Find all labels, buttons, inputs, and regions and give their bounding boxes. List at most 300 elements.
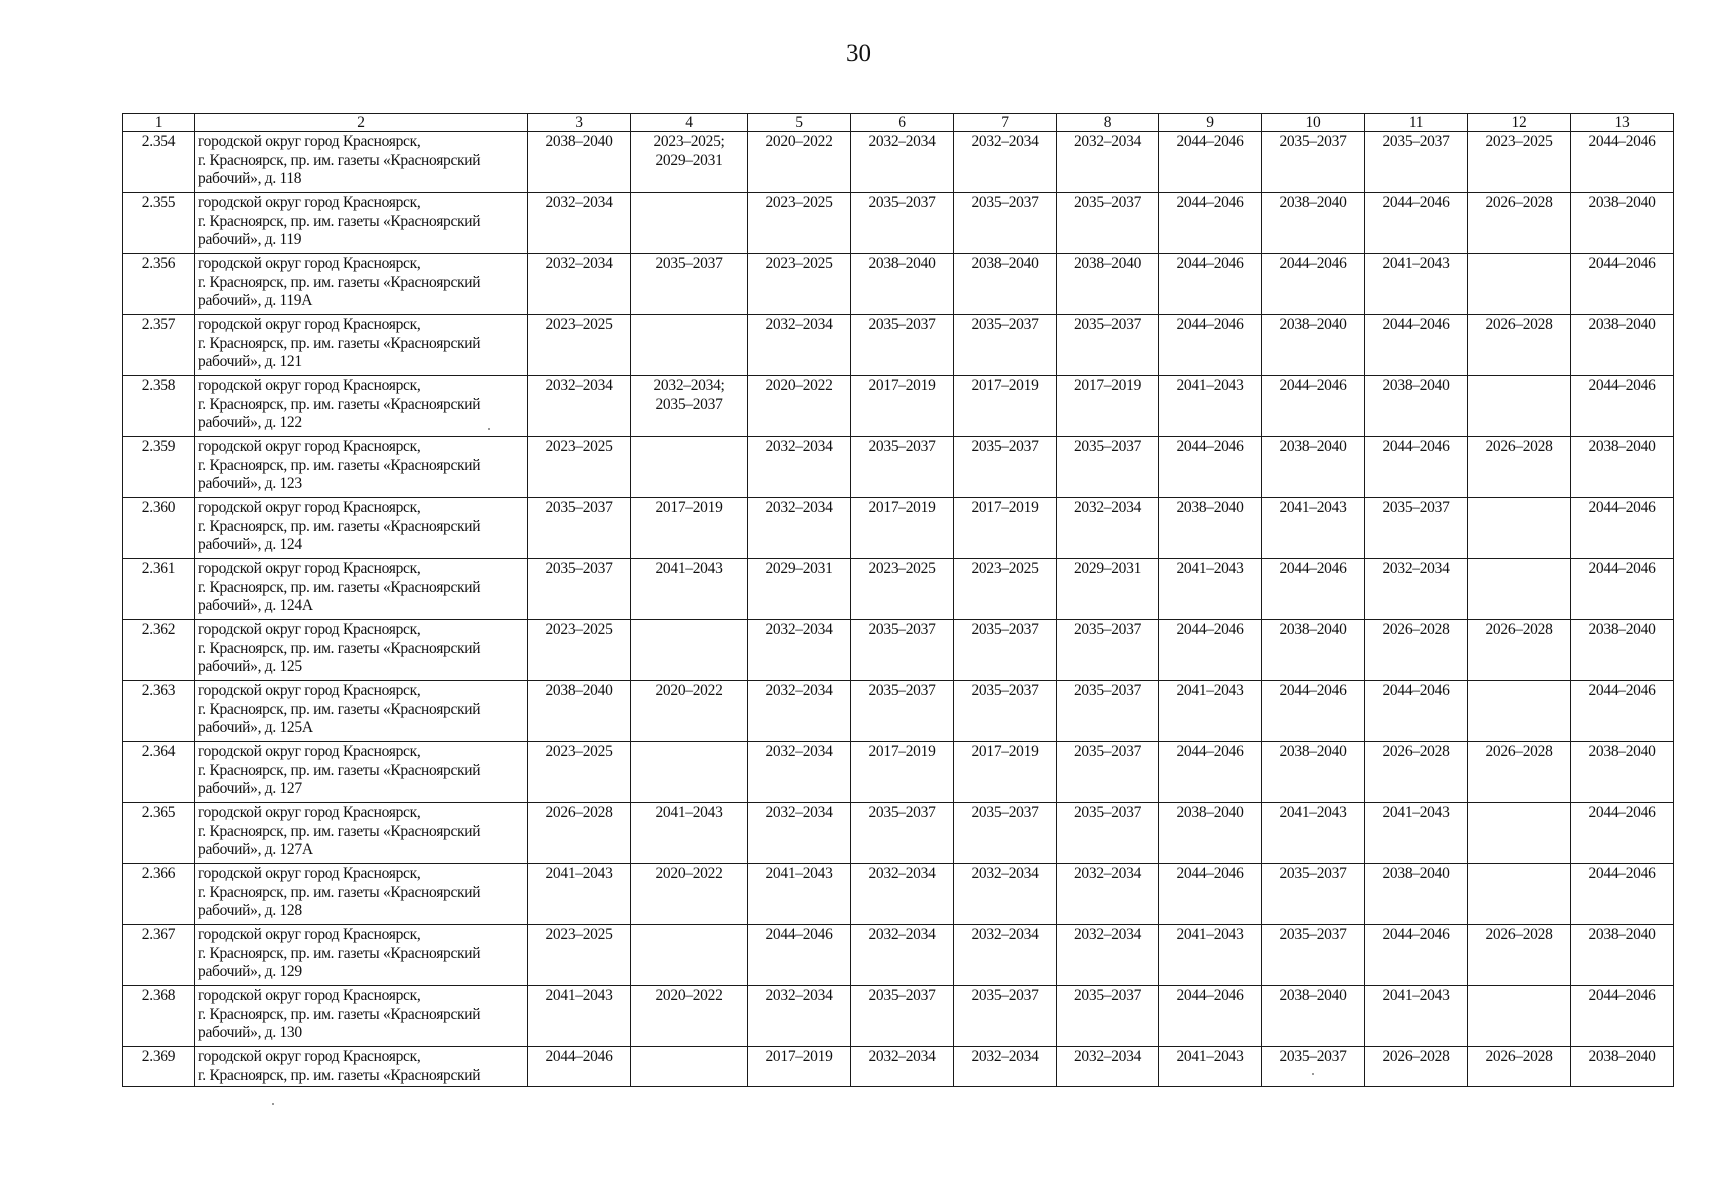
period-cell: 2044–2046 — [1571, 864, 1674, 925]
address-line-1: городской округ город Красноярск, — [198, 316, 421, 333]
row-number: 2.356 — [123, 254, 195, 315]
column-header: 13 — [1571, 114, 1674, 132]
period-cell: 2038–2040 — [1262, 193, 1365, 254]
period-cell: 2035–2037 — [954, 437, 1057, 498]
period-cell: 2041–2043 — [1365, 254, 1468, 315]
address-line-2: г. Красноярск, пр. им. газеты «Красноярский — [198, 944, 481, 962]
period-cell: 2041–2043 — [1365, 986, 1468, 1047]
period-cell: 2026–2028 — [1468, 437, 1571, 498]
period-cell: 2032–2034 — [851, 1047, 954, 1087]
period-cell: 2026–2028 — [1365, 620, 1468, 681]
period-cell: 2038–2040 — [1262, 742, 1365, 803]
period-cell: 2038–2040 — [1571, 315, 1674, 376]
address-line-3: рабочий», д. 130 — [198, 1024, 302, 1041]
period-cell — [631, 681, 748, 742]
address-line-2: г. Красноярск, пр. им. газеты «Красноярский — [198, 883, 481, 901]
address-line-2: г. Красноярск, пр. им. газеты «Красноярский — [198, 395, 481, 413]
address-cell — [195, 132, 528, 193]
address-cell — [195, 681, 528, 742]
period-cell: 2035–2037 — [1057, 803, 1159, 864]
address-line-1: городской округ город Красноярск, — [198, 804, 421, 821]
period-cell: 2035–2037 — [1262, 132, 1365, 193]
period-cell: 2041–2043 — [1262, 803, 1365, 864]
period-cell — [631, 803, 748, 864]
period-line-1: 2023–2025; — [653, 133, 725, 150]
column-header: 2 — [195, 114, 528, 132]
period-cell: 2032–2034 — [748, 315, 851, 376]
row-number: 2.362 — [123, 620, 195, 681]
address-cell — [195, 803, 528, 864]
address-line-1: городской округ город Красноярск, — [198, 377, 421, 394]
period-line-1: 2032–2034; — [653, 377, 725, 394]
period-cell: 2023–2025 — [748, 254, 851, 315]
period-cell — [631, 376, 748, 437]
table-row — [123, 1047, 1674, 1087]
address-line-2: г. Красноярск, пр. им. газеты «Красноярский — [198, 700, 481, 718]
period-cell: 2017–2019 — [954, 498, 1057, 559]
address-cell — [195, 498, 528, 559]
period-cell: 2041–2043 — [1262, 498, 1365, 559]
address-cell — [195, 376, 528, 437]
period-cell: 2035–2037 — [851, 437, 954, 498]
period-cell: 2038–2040 — [954, 254, 1057, 315]
period-cell: 2035–2037 — [1057, 620, 1159, 681]
period-cell: 2044–2046 — [1571, 986, 1674, 1047]
period-cell: 2041–2043 — [1365, 803, 1468, 864]
period-cell: 2032–2034 — [748, 742, 851, 803]
address-line-3: рабочий», д. 122 — [198, 414, 302, 431]
period-line-1: 2041–2043 — [655, 560, 723, 577]
period-cell: 2035–2037 — [1057, 986, 1159, 1047]
period-cell: 2038–2040 — [1571, 742, 1674, 803]
period-line-1: 2020–2022 — [655, 987, 723, 1004]
address-cell — [195, 254, 528, 315]
period-cell — [1468, 864, 1571, 925]
period-cell: 2026–2028 — [1468, 1047, 1571, 1087]
period-cell: 2038–2040 — [1571, 620, 1674, 681]
period-cell: 2035–2037 — [954, 986, 1057, 1047]
column-header: 7 — [954, 114, 1057, 132]
period-cell: 2038–2040 — [1262, 620, 1365, 681]
period-cell: 2041–2043 — [1159, 925, 1262, 986]
address-line-1: городской округ город Красноярск, — [198, 255, 421, 272]
period-cell: 2044–2046 — [1571, 681, 1674, 742]
period-cell: 2032–2034 — [1365, 559, 1468, 620]
period-cell: 2032–2034 — [748, 437, 851, 498]
address-cell — [195, 315, 528, 376]
period-line-1: 2035–2037 — [655, 255, 723, 272]
address-line-1: городской округ город Красноярск, — [198, 133, 421, 150]
period-cell: 2032–2034 — [954, 925, 1057, 986]
table-row — [123, 742, 1674, 803]
period-cell: 2044–2046 — [1262, 681, 1365, 742]
period-cell: 2041–2043 — [1159, 1047, 1262, 1087]
address-line-2: г. Красноярск, пр. им. газеты «Красноярский — [198, 761, 481, 779]
address-cell — [195, 1047, 528, 1087]
period-cell: 2017–2019 — [954, 742, 1057, 803]
period-cell: 2023–2025 — [528, 925, 631, 986]
period-cell: 2032–2034 — [748, 986, 851, 1047]
period-cell — [1468, 559, 1571, 620]
period-cell: 2032–2034 — [851, 925, 954, 986]
period-cell: 2035–2037 — [1262, 1047, 1365, 1087]
row-number: 2.368 — [123, 986, 195, 1047]
period-cell: 2044–2046 — [1365, 925, 1468, 986]
period-cell: 2017–2019 — [851, 742, 954, 803]
period-cell: 2044–2046 — [1365, 193, 1468, 254]
period-cell: 2023–2025 — [954, 559, 1057, 620]
period-cell: 2038–2040 — [1057, 254, 1159, 315]
period-cell: 2044–2046 — [1571, 498, 1674, 559]
address-line-2: г. Красноярск, пр. им. газеты «Красноярский — [198, 334, 481, 352]
period-cell: 2035–2037 — [528, 559, 631, 620]
period-cell: 2044–2046 — [1571, 254, 1674, 315]
row-number: 2.361 — [123, 559, 195, 620]
row-number: 2.354 — [123, 132, 195, 193]
period-cell — [631, 132, 748, 193]
address-line-2: г. Красноярск, пр. им. газеты «Красноярский — [198, 639, 481, 657]
period-cell: 2044–2046 — [1571, 376, 1674, 437]
address-line-1: городской округ город Красноярск, — [198, 560, 421, 577]
period-cell: 2035–2037 — [1057, 681, 1159, 742]
schedule-table — [122, 113, 1674, 1087]
period-line-1: 2041–2043 — [655, 804, 723, 821]
period-cell: 2035–2037 — [1057, 193, 1159, 254]
column-header: 4 — [631, 114, 748, 132]
period-cell: 2032–2034 — [748, 803, 851, 864]
row-number: 2.369 — [123, 1047, 195, 1087]
address-line-2: г. Красноярск, пр. им. газеты «Красноярский — [198, 1066, 481, 1084]
period-cell — [631, 437, 748, 498]
period-cell: 2044–2046 — [1159, 315, 1262, 376]
period-cell: 2044–2046 — [1365, 437, 1468, 498]
period-cell — [1468, 376, 1571, 437]
column-header: 12 — [1468, 114, 1571, 132]
column-header: 3 — [528, 114, 631, 132]
period-cell: 2044–2046 — [1365, 681, 1468, 742]
period-cell — [631, 925, 748, 986]
period-cell: 2035–2037 — [1262, 925, 1365, 986]
address-line-2: г. Красноярск, пр. им. газеты «Красноярский — [198, 822, 481, 840]
period-cell: 2029–2031 — [1057, 559, 1159, 620]
row-number: 2.367 — [123, 925, 195, 986]
period-cell: 2032–2034 — [748, 681, 851, 742]
period-cell: 2038–2040 — [1262, 315, 1365, 376]
row-number: 2.358 — [123, 376, 195, 437]
period-cell: 2038–2040 — [1571, 193, 1674, 254]
period-cell: 2035–2037 — [851, 681, 954, 742]
period-cell: 2038–2040 — [1159, 498, 1262, 559]
period-cell: 2032–2034 — [528, 376, 631, 437]
period-cell: 2035–2037 — [954, 681, 1057, 742]
row-number: 2.359 — [123, 437, 195, 498]
table-row — [123, 437, 1674, 498]
period-cell: 2035–2037 — [851, 620, 954, 681]
period-cell: 2038–2040 — [851, 254, 954, 315]
table-row — [123, 193, 1674, 254]
period-cell: 2044–2046 — [1159, 986, 1262, 1047]
period-cell: 2032–2034 — [851, 132, 954, 193]
period-cell: 2035–2037 — [954, 620, 1057, 681]
address-line-2: г. Красноярск, пр. им. газеты «Красноярский — [198, 456, 481, 474]
period-cell: 2044–2046 — [1571, 559, 1674, 620]
address-line-3: рабочий», д. 125 — [198, 658, 302, 675]
period-cell: 2038–2040 — [528, 132, 631, 193]
period-cell: 2044–2046 — [1262, 254, 1365, 315]
period-cell: 2038–2040 — [528, 681, 631, 742]
page-number: 30 — [846, 40, 871, 67]
period-cell — [631, 498, 748, 559]
period-cell — [1468, 254, 1571, 315]
address-cell — [195, 559, 528, 620]
period-line-1: 2017–2019 — [655, 499, 723, 516]
table-row — [123, 315, 1674, 376]
period-cell: 2023–2025 — [528, 620, 631, 681]
row-number: 2.366 — [123, 864, 195, 925]
column-header: 9 — [1159, 114, 1262, 132]
address-cell — [195, 437, 528, 498]
period-line-1: 2020–2022 — [655, 682, 723, 699]
period-cell — [1468, 498, 1571, 559]
period-cell: 2035–2037 — [954, 193, 1057, 254]
address-line-1: городской округ город Красноярск, — [198, 987, 421, 1004]
period-cell: 2044–2046 — [1262, 559, 1365, 620]
address-line-3: рабочий», д. 119 — [198, 231, 302, 248]
header-row — [123, 114, 1674, 132]
period-cell: 2044–2046 — [1159, 254, 1262, 315]
address-line-1: городской округ город Красноярск, — [198, 194, 421, 211]
address-line-3: рабочий», д. 119А — [198, 292, 313, 309]
period-cell: 2032–2034 — [748, 498, 851, 559]
address-cell — [195, 986, 528, 1047]
period-cell: 2035–2037 — [851, 803, 954, 864]
address-line-1: городской округ город Красноярск, — [198, 682, 421, 699]
period-cell: 2032–2034 — [1057, 925, 1159, 986]
period-cell: 2035–2037 — [851, 986, 954, 1047]
address-line-3: рабочий», д. 124А — [198, 597, 313, 614]
period-cell — [631, 864, 748, 925]
address-line-1: городской округ город Красноярск, — [198, 743, 421, 760]
address-line-3: рабочий», д. 127А — [198, 841, 313, 858]
period-cell: 2038–2040 — [1365, 864, 1468, 925]
table-row — [123, 864, 1674, 925]
period-cell: 2026–2028 — [1365, 1047, 1468, 1087]
period-cell: 2041–2043 — [748, 864, 851, 925]
address-line-1: городской округ город Красноярск, — [198, 499, 421, 516]
address-line-3: рабочий», д. 125А — [198, 719, 313, 736]
period-cell: 2026–2028 — [1468, 742, 1571, 803]
table-body — [123, 132, 1674, 1087]
row-number: 2.364 — [123, 742, 195, 803]
row-number: 2.365 — [123, 803, 195, 864]
period-cell: 2026–2028 — [1468, 620, 1571, 681]
row-number: 2.357 — [123, 315, 195, 376]
period-cell: 2044–2046 — [528, 1047, 631, 1087]
period-cell — [631, 193, 748, 254]
period-cell: 2038–2040 — [1262, 986, 1365, 1047]
period-cell: 2044–2046 — [1159, 193, 1262, 254]
period-cell: 2032–2034 — [851, 864, 954, 925]
period-cell: 2038–2040 — [1571, 437, 1674, 498]
period-cell: 2032–2034 — [528, 254, 631, 315]
address-cell — [195, 620, 528, 681]
table-row — [123, 986, 1674, 1047]
period-cell: 2032–2034 — [954, 1047, 1057, 1087]
period-cell: 2041–2043 — [528, 864, 631, 925]
address-cell — [195, 193, 528, 254]
period-cell: 2035–2037 — [1365, 132, 1468, 193]
period-cell: 2032–2034 — [954, 864, 1057, 925]
period-cell: 2038–2040 — [1159, 803, 1262, 864]
period-cell: 2026–2028 — [528, 803, 631, 864]
period-cell — [631, 254, 748, 315]
period-cell: 2023–2025 — [528, 437, 631, 498]
address-line-2: г. Красноярск, пр. им. газеты «Красноярский — [198, 1005, 481, 1023]
period-cell: 2035–2037 — [851, 193, 954, 254]
period-cell: 2017–2019 — [748, 1047, 851, 1087]
scan-speck — [272, 1103, 274, 1105]
period-cell: 2020–2022 — [748, 376, 851, 437]
period-cell: 2032–2034 — [1057, 864, 1159, 925]
row-number: 2.355 — [123, 193, 195, 254]
address-line-2: г. Красноярск, пр. им. газеты «Красноярский — [198, 578, 481, 596]
address-line-3: рабочий», д. 123 — [198, 475, 302, 492]
table-row — [123, 376, 1674, 437]
address-cell — [195, 864, 528, 925]
period-cell — [1468, 803, 1571, 864]
period-cell — [631, 986, 748, 1047]
period-cell: 2032–2034 — [1057, 498, 1159, 559]
period-cell: 2035–2037 — [954, 315, 1057, 376]
address-line-2: г. Красноярск, пр. им. газеты «Красноярский — [198, 273, 481, 291]
period-line-2: 2029–2031 — [655, 151, 723, 169]
period-cell: 2044–2046 — [1159, 864, 1262, 925]
row-number: 2.360 — [123, 498, 195, 559]
period-cell: 2044–2046 — [1571, 132, 1674, 193]
table-row — [123, 925, 1674, 986]
column-header: 5 — [748, 114, 851, 132]
period-line-1: 2020–2022 — [655, 865, 723, 882]
address-line-1: городской округ город Красноярск, — [198, 865, 421, 882]
period-cell — [631, 559, 748, 620]
table-row — [123, 559, 1674, 620]
period-cell — [1468, 681, 1571, 742]
address-line-2: г. Красноярск, пр. им. газеты «Красноярский — [198, 212, 481, 230]
period-cell: 2044–2046 — [1571, 803, 1674, 864]
column-header: 10 — [1262, 114, 1365, 132]
address-line-3: рабочий», д. 128 — [198, 902, 302, 919]
period-cell: 2035–2037 — [1262, 864, 1365, 925]
table-row — [123, 803, 1674, 864]
scan-speck — [488, 428, 490, 430]
period-cell — [1468, 986, 1571, 1047]
address-cell — [195, 742, 528, 803]
row-number: 2.363 — [123, 681, 195, 742]
period-cell: 2023–2025 — [1468, 132, 1571, 193]
period-cell: 2038–2040 — [1571, 925, 1674, 986]
period-cell — [631, 620, 748, 681]
period-cell — [631, 742, 748, 803]
address-line-2: г. Красноярск, пр. им. газеты «Красноярский — [198, 151, 481, 169]
table-row — [123, 681, 1674, 742]
address-line-1: городской округ город Красноярск, — [198, 621, 421, 638]
period-cell — [631, 315, 748, 376]
address-line-3: рабочий», д. 121 — [198, 353, 302, 370]
period-cell: 2044–2046 — [1159, 742, 1262, 803]
period-cell: 2044–2046 — [1262, 376, 1365, 437]
period-cell: 2017–2019 — [851, 498, 954, 559]
period-cell: 2035–2037 — [1365, 498, 1468, 559]
period-cell: 2041–2043 — [1159, 559, 1262, 620]
period-cell: 2044–2046 — [1159, 437, 1262, 498]
address-line-3: рабочий», д. 127 — [198, 780, 302, 797]
period-cell: 2035–2037 — [1057, 742, 1159, 803]
period-cell — [631, 1047, 748, 1087]
address-line-1: городской округ город Красноярск, — [198, 438, 421, 455]
period-cell: 2032–2034 — [528, 193, 631, 254]
address-line-1: городской округ город Красноярск, — [198, 1048, 421, 1065]
period-cell: 2017–2019 — [851, 376, 954, 437]
period-cell: 2035–2037 — [851, 315, 954, 376]
address-line-2: г. Красноярск, пр. им. газеты «Красноярский — [198, 517, 481, 535]
address-line-1: городской округ город Красноярск, — [198, 926, 421, 943]
period-cell: 2035–2037 — [1057, 315, 1159, 376]
period-cell: 2020–2022 — [748, 132, 851, 193]
address-line-3: рабочий», д. 129 — [198, 963, 302, 980]
scan-speck — [1312, 1073, 1314, 1075]
column-header: 11 — [1365, 114, 1468, 132]
period-cell: 2032–2034 — [1057, 132, 1159, 193]
period-cell: 2029–2031 — [748, 559, 851, 620]
period-cell: 2026–2028 — [1468, 925, 1571, 986]
table-row — [123, 620, 1674, 681]
period-cell: 2035–2037 — [528, 498, 631, 559]
period-cell: 2044–2046 — [1159, 620, 1262, 681]
column-header: 8 — [1057, 114, 1159, 132]
period-cell: 2041–2043 — [528, 986, 631, 1047]
period-cell: 2026–2028 — [1468, 193, 1571, 254]
column-header: 1 — [123, 114, 195, 132]
period-cell: 2038–2040 — [1571, 1047, 1674, 1087]
period-cell: 2044–2046 — [1365, 315, 1468, 376]
period-cell: 2023–2025 — [748, 193, 851, 254]
period-cell: 2038–2040 — [1262, 437, 1365, 498]
address-cell — [195, 925, 528, 986]
period-cell: 2038–2040 — [1365, 376, 1468, 437]
period-cell: 2023–2025 — [528, 742, 631, 803]
period-cell: 2032–2034 — [748, 620, 851, 681]
period-cell: 2041–2043 — [1159, 376, 1262, 437]
period-cell: 2026–2028 — [1365, 742, 1468, 803]
period-cell: 2035–2037 — [954, 803, 1057, 864]
address-line-3: рабочий», д. 124 — [198, 536, 302, 553]
column-header: 6 — [851, 114, 954, 132]
period-cell: 2032–2034 — [1057, 1047, 1159, 1087]
period-cell: 2023–2025 — [528, 315, 631, 376]
period-cell: 2026–2028 — [1468, 315, 1571, 376]
period-cell: 2044–2046 — [748, 925, 851, 986]
period-cell: 2032–2034 — [954, 132, 1057, 193]
table-row — [123, 498, 1674, 559]
address-line-3: рабочий», д. 118 — [198, 170, 302, 187]
period-cell: 2044–2046 — [1159, 132, 1262, 193]
period-cell: 2035–2037 — [1057, 437, 1159, 498]
period-line-2: 2035–2037 — [655, 395, 723, 413]
period-cell: 2017–2019 — [1057, 376, 1159, 437]
table-row — [123, 132, 1674, 193]
table-row — [123, 254, 1674, 315]
period-cell: 2023–2025 — [851, 559, 954, 620]
